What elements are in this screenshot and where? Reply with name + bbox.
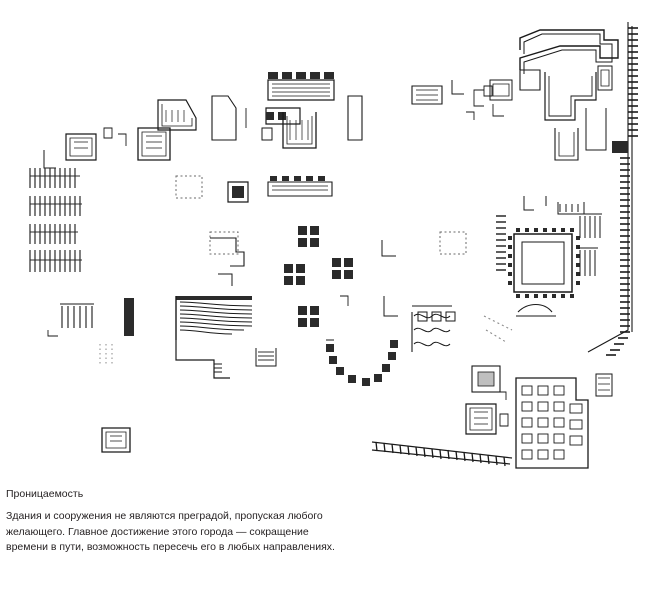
caption-body: Здания и сооружения не являются преградой, пропуская любого желающего. Главное достижение этого города — сокращение времени в пути, возможность пересечь его в любых направлениях. <box>6 510 335 553</box>
figure-caption <box>6 487 336 556</box>
caption-title: Проницаемость <box>6 488 84 500</box>
